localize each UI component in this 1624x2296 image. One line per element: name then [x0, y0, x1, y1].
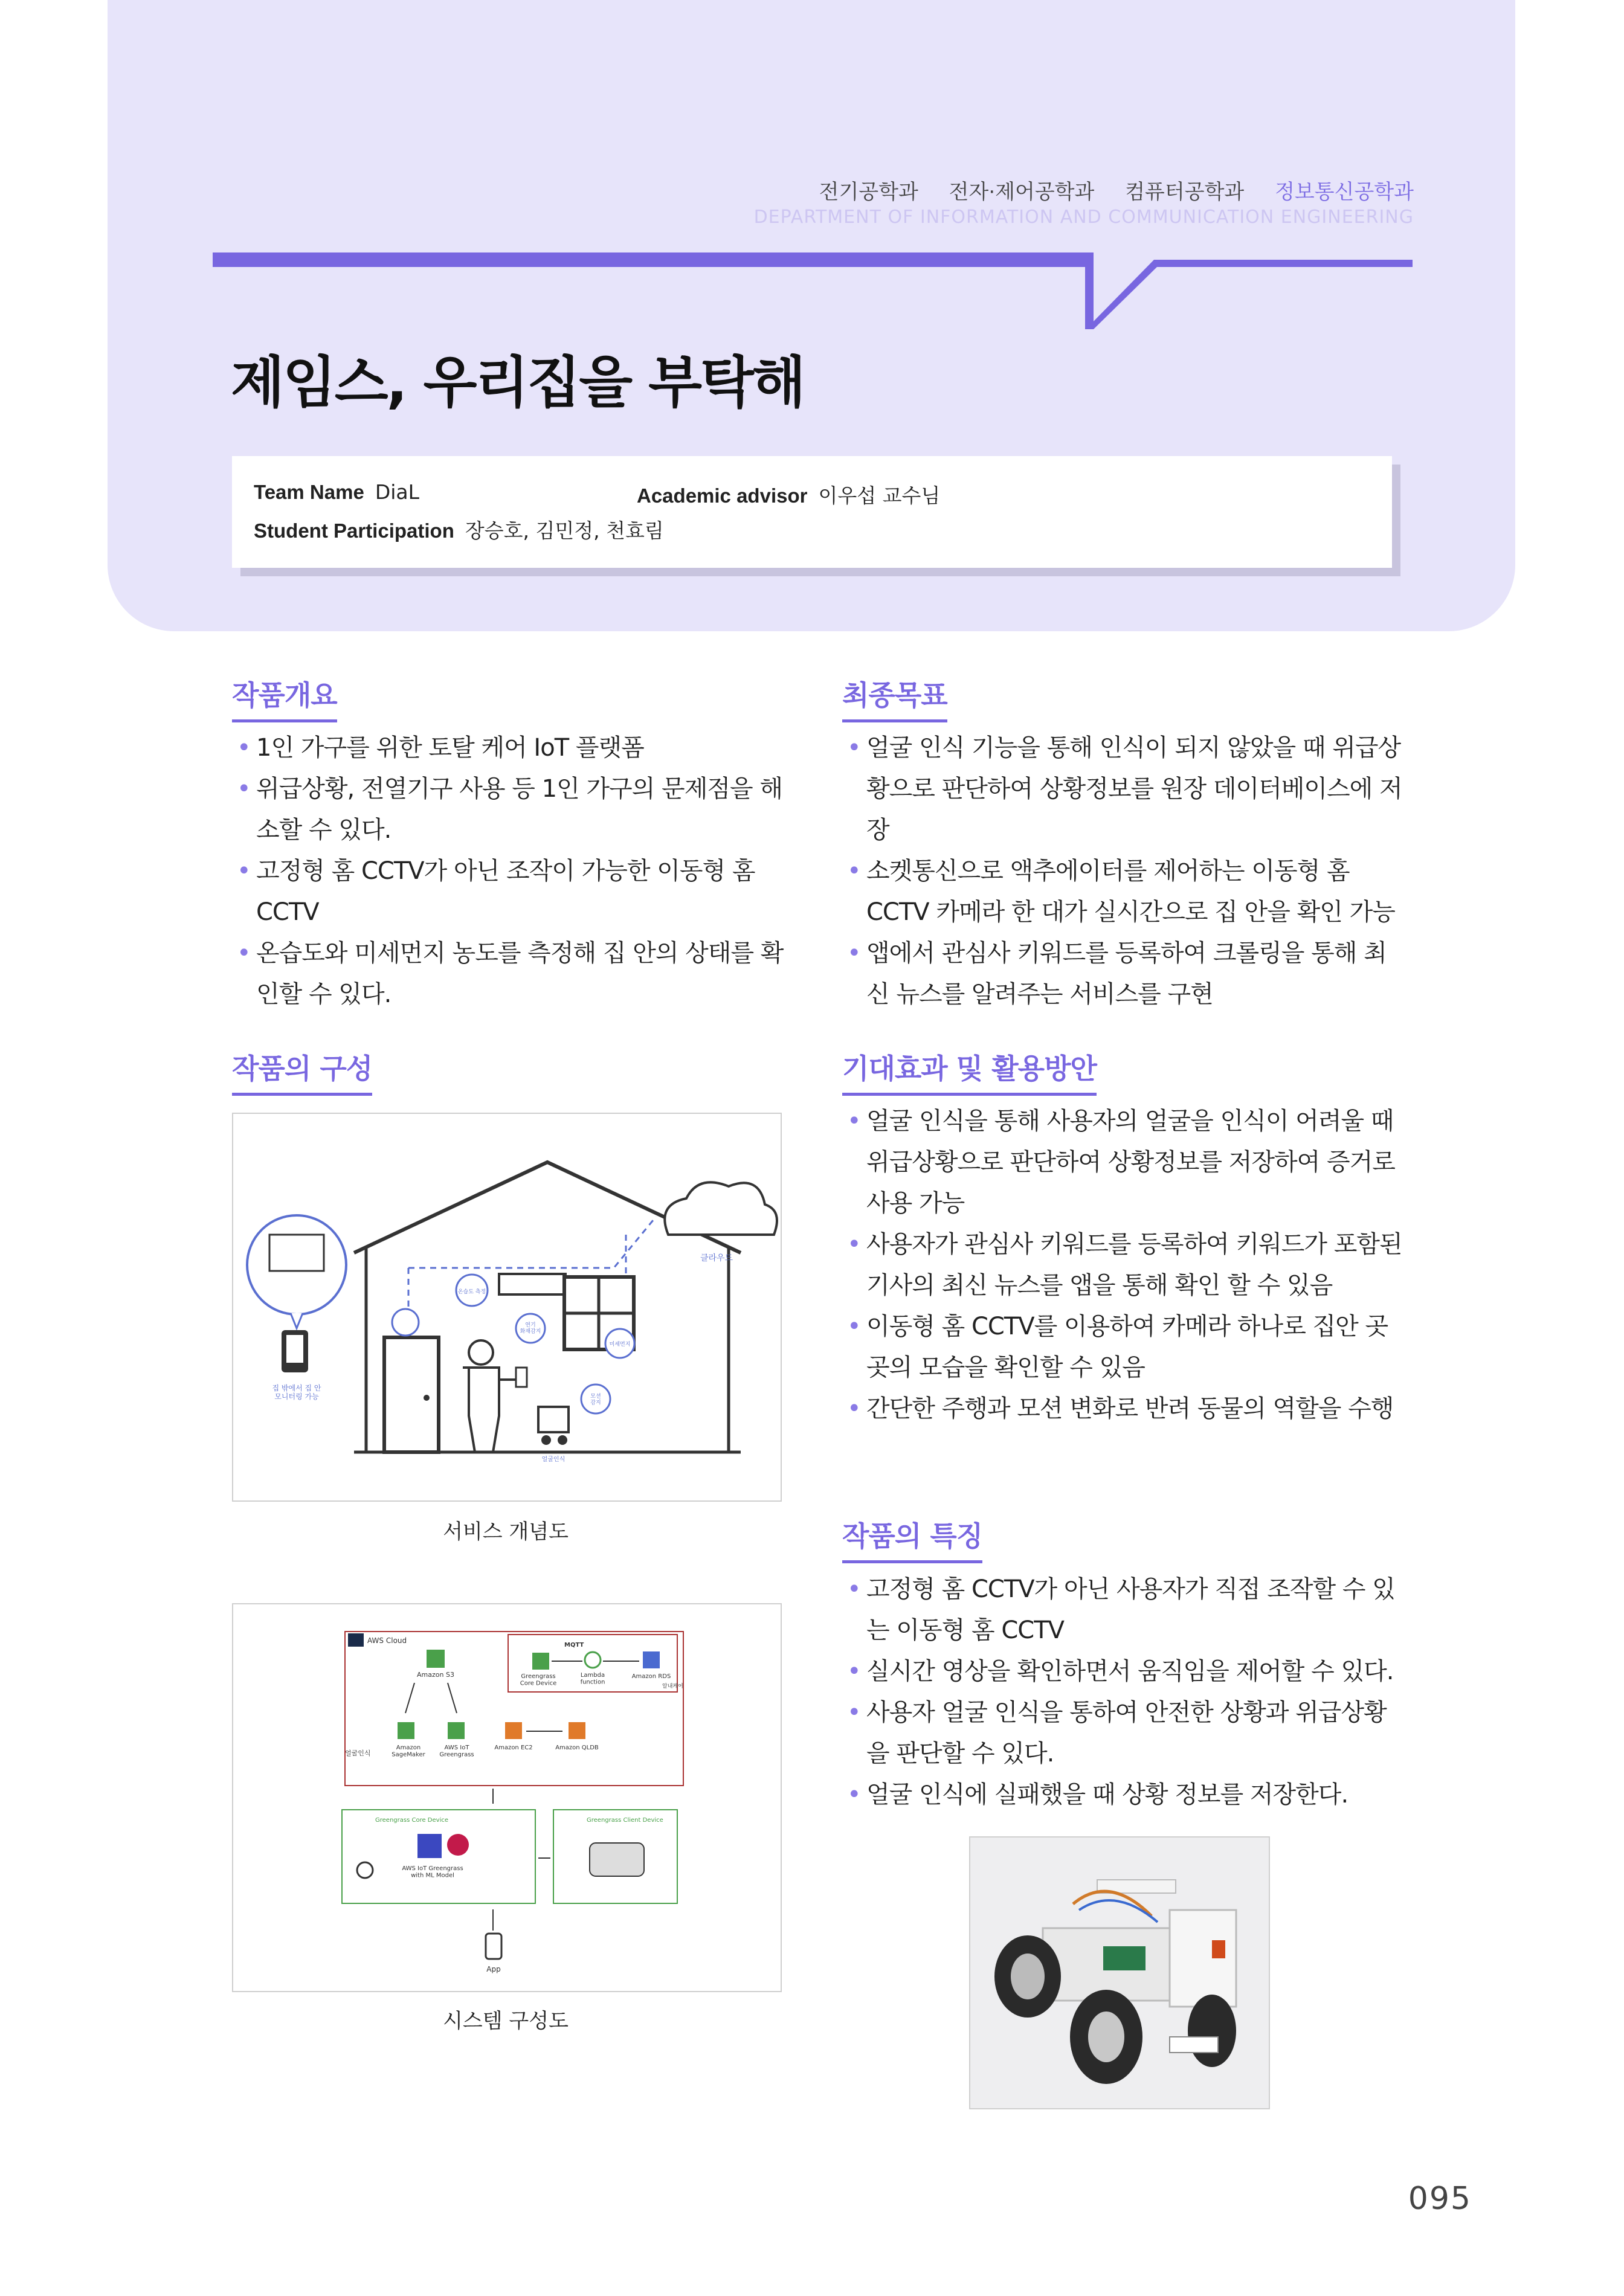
cam-label: 얼굴인식: [541, 1456, 566, 1463]
department-english: DEPARTMENT OF INFORMATION AND COMMUNICATION ENGINEERING: [753, 207, 1414, 228]
notify-label: 알내케어: [662, 1683, 683, 1690]
robot-image: [970, 1838, 1269, 2108]
list-item: • 얼굴 인식 기능을 통해 인식이 되지 않았을 때 위급상황으로 판단하여 상황정보를 원장 데이터베이스에 저장: [842, 727, 1404, 851]
service-concept-diagram: [232, 1113, 782, 1502]
page-number: 095: [1408, 2181, 1472, 2217]
system-diagram: [232, 1603, 782, 1992]
goal-list: [842, 727, 1404, 1015]
participation-label: Student Participation: [254, 519, 454, 542]
list-item: • 소켓통신으로 액추에이터를 제어하는 이동형 홈 CCTV 카메라 한 대가 실시간으로 집 안을 확인 가능: [842, 851, 1404, 933]
app-label: App: [486, 1965, 501, 1973]
remote-label: 집 밖에서 집 안 모니터링 가능: [272, 1384, 321, 1401]
list-item: • 얼굴 인식을 통해 사용자의 얼굴을 인식이 어려울 때 위급상황으로 판단하여 상황정보를 저장하여 증거로 사용 가능: [842, 1101, 1404, 1224]
list-item: • 얼굴 인식에 실패했을 때 상황 정보를 저장한다.: [842, 1774, 1404, 1815]
team-name-label: Team Name: [254, 481, 364, 503]
lambda-label: Lambda function: [580, 1672, 605, 1686]
features-list: [842, 1569, 1404, 1815]
motion-label: 모션 감지: [590, 1394, 601, 1406]
team-name-value: DiaL: [375, 480, 419, 504]
list-item: • 사용자 얼굴 인식을 통하여 안전한 상황과 위급상황을 판단할 수 있다.: [842, 1692, 1404, 1774]
gg-client-dev-label: Greengrass Client Device: [587, 1817, 663, 1824]
advisor-row: [637, 480, 940, 509]
advisor-label: Academic advisor: [637, 484, 808, 507]
ec2-label: Amazon EC2: [494, 1745, 533, 1751]
sagemaker-label: Amazon SageMaker: [392, 1745, 425, 1758]
smoke-label: 연기 화재감지: [520, 1322, 541, 1335]
list-item: • 온습도와 미세먼지 농도를 측정해 집 안의 상태를 확인할 수 있다.: [232, 933, 794, 1015]
dept-computer: 컴퓨터공학과: [1125, 180, 1245, 204]
page-title: 제임스, 우리집을 부탁해: [231, 350, 804, 415]
list-item: • 고정형 홈 CCTV가 아닌 사용자가 직접 조작할 수 있는 이동형 홈 CCTV: [842, 1569, 1404, 1651]
system-drawing: [233, 1604, 781, 1991]
features-heading: 작품의 특징: [842, 1514, 982, 1563]
mqtt-label: MQTT: [564, 1642, 584, 1648]
overview-heading: 작품개요: [232, 674, 337, 722]
dept-infocomm-active: 정보통신공학과: [1275, 180, 1414, 204]
gg-core-dev-label: Greengrass Core Device: [375, 1817, 448, 1824]
dept-electronics: 전자·제어공학과: [949, 180, 1095, 204]
participation-row: [254, 515, 664, 544]
qldb-label: Amazon QLDB: [555, 1745, 599, 1751]
robot-photo: [969, 1836, 1270, 2109]
list-item: • 위급상황, 전열기구 사용 등 1인 가구의 문제점을 해소할 수 있다.: [232, 768, 794, 851]
list-item: • 고정형 홈 CCTV가 아닌 조작이 가능한 이동형 홈 CCTV: [232, 851, 794, 933]
cloud-label: 클라우드: [700, 1253, 733, 1263]
advisor-value: 이우섭 교수님: [818, 484, 941, 507]
effects-heading: 기대효과 및 활용방안: [842, 1047, 1097, 1096]
effects-list: [842, 1101, 1404, 1429]
list-item: • 간단한 주행과 모션 변화로 반려 동물의 역할을 수행: [842, 1388, 1404, 1429]
service-concept-caption: 서비스 개념도: [443, 1520, 569, 1544]
overview-list: [232, 727, 794, 1015]
concept-drawing: [233, 1114, 781, 1500]
list-item: • 1인 가구를 위한 토탈 케어 IoT 플랫폼: [232, 727, 794, 768]
face-label: 얼굴인식: [345, 1749, 371, 1757]
list-item: • 사용자가 관심사 키워드를 등록하여 키워드가 포함된 기사의 최신 뉴스를 앱을 통해 확인 할 수 있음: [842, 1224, 1404, 1306]
ml-label: AWS IoT Greengrass with ML Model: [402, 1865, 463, 1879]
dept-electrical: 전기공학과: [819, 180, 918, 204]
speech-bar-divider: [0, 0, 1624, 338]
dust-label: 미세먼지: [609, 1342, 631, 1348]
goal-heading: 최종목표: [842, 674, 947, 722]
team-info-box: [232, 456, 1392, 568]
list-item: • 앱에서 관심사 키워드를 등록하여 크롤링을 통해 최신 뉴스를 알려주는 서비스를 구현: [842, 933, 1404, 1015]
list-item: • 실시간 영상을 확인하면서 움직임을 제어할 수 있다.: [842, 1651, 1404, 1692]
participation-value: 장승호, 김민정, 천효림: [465, 519, 664, 542]
composition-heading: 작품의 구성: [232, 1047, 372, 1096]
iot-gg-label: AWS IoT Greengrass: [439, 1745, 474, 1758]
team-name-row: [254, 480, 419, 504]
system-caption: 시스템 구성도: [443, 2009, 569, 2033]
sensor-label: 온습도 측정: [457, 1289, 486, 1295]
s3-label: Amazon S3: [417, 1671, 454, 1679]
gg-core-label: Greengrass Core Device: [520, 1673, 557, 1687]
list-item: • 이동형 홈 CCTV를 이용하여 카메라 하나로 집안 곳곳의 모습을 확인할 수 있음: [842, 1306, 1404, 1388]
rds-label: Amazon RDS: [631, 1673, 671, 1680]
aws-cloud-label: AWS Cloud: [367, 1636, 407, 1645]
